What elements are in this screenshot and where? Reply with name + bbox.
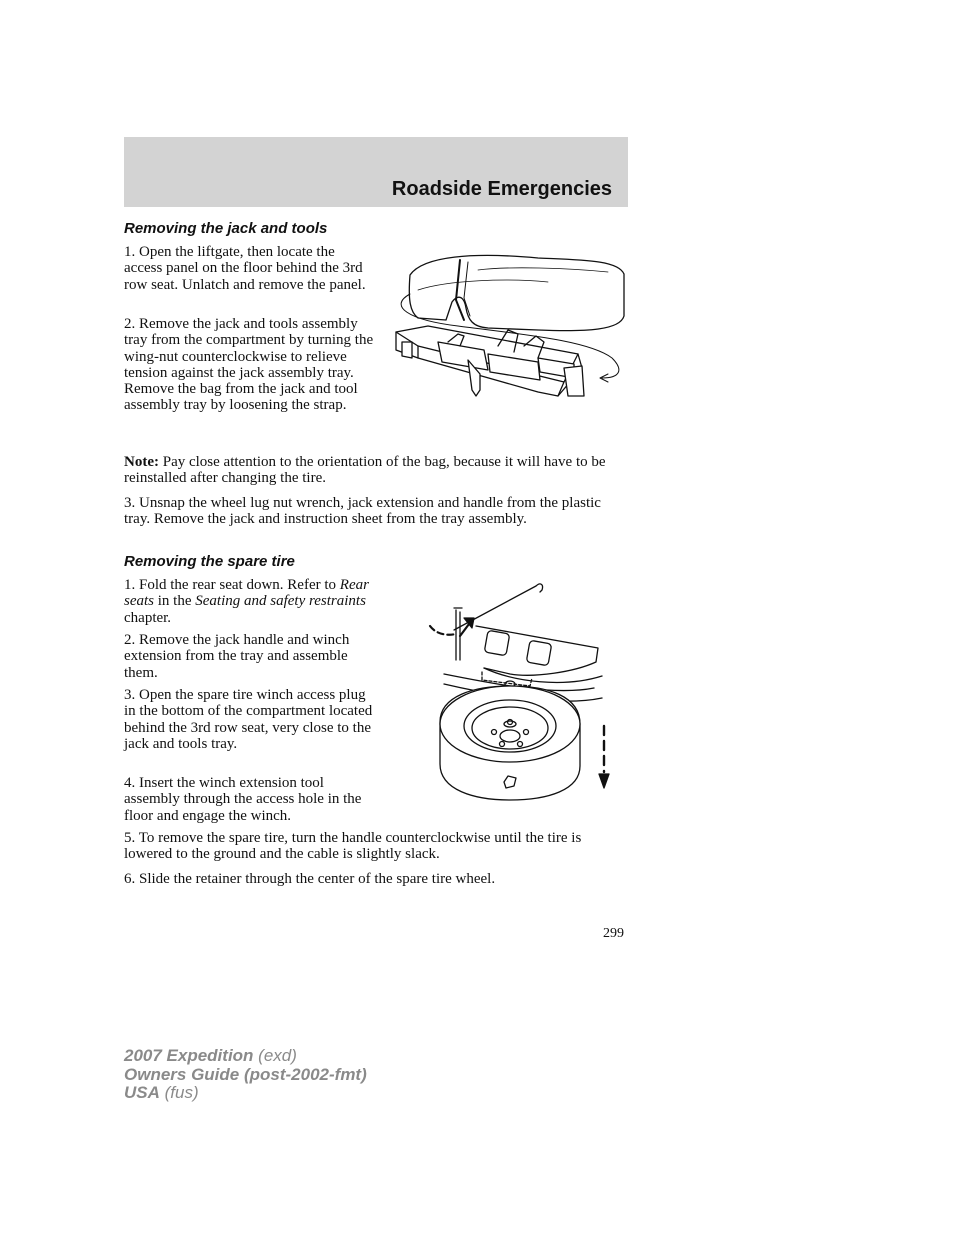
spare-step-3: 3. Open the spare tire winch access plug in the bottom of the compartment located behind the 3rd row seat, very close to the jack and tools tray. — [124, 687, 373, 752]
spare-step-1 — [124, 577, 376, 626]
spare-section-heading: Removing the spare tire — [124, 553, 295, 570]
spare-step-5: 5. To remove the spare tire, turn the handle counterclockwise until the tire is lowered to the ground and the cable is slightly slack. — [124, 830, 582, 863]
jack-note — [124, 454, 624, 487]
footer-region-code: (fus) — [164, 1083, 199, 1102]
section-title: Roadside Emergencies — [391, 178, 612, 200]
spare-step-6: 6. Slide the retainer through the center of the spare tire wheel. — [124, 871, 496, 887]
page-number: 299 — [603, 926, 624, 941]
jack-tray-illustration — [388, 250, 630, 405]
note-text: Pay close attention to the orientation of the bag, because it will have to be reinstalled after changing the tire. — [124, 454, 606, 487]
spare-tire-illustration — [424, 576, 620, 820]
footer-region: USA — [124, 1083, 160, 1102]
header-band — [124, 137, 628, 207]
spare-step-1-text-c: chapter. — [124, 609, 172, 626]
rear-seats-reference: Rear seats — [124, 577, 369, 610]
jack-step-1: 1. Open the liftgate, then locate the access panel on the floor behind the 3rd row seat. Unlatch and remove the panel. — [124, 244, 366, 293]
jack-step-2: 2. Remove the jack and tools assembly tray from the compartment by turning the wing-nut counterclockwise to relieve tension against the jack assembly tray. Remove the bag from the jack and tool assembly tray by loosening the strap. — [124, 316, 374, 414]
footer-model: 2007 Expedition — [124, 1046, 254, 1065]
spare-step-1-text-b: in the — [154, 593, 196, 610]
spare-step-4: 4. Insert the winch extension tool assembly through the access hole in the floor and engage the winch. — [124, 775, 362, 824]
jack-section-heading: Removing the jack and tools — [124, 220, 328, 237]
spare-step-1-text-a: 1. Fold the rear seat down. Refer to — [124, 577, 340, 593]
footer — [124, 1047, 367, 1103]
note-label: Note: — [124, 454, 159, 470]
seating-chapter-reference: Seating and safety restraints — [195, 593, 366, 610]
spare-step-2: 2. Remove the jack handle and winch extension from the tray and assemble them. — [124, 632, 350, 681]
footer-line-1 — [124, 1047, 367, 1066]
footer-guide: Owners Guide (post-2002-fmt) — [124, 1064, 367, 1084]
footer-model-code: (exd) — [258, 1046, 297, 1065]
footer-line-3 — [124, 1084, 367, 1103]
footer-line-2 — [124, 1066, 367, 1085]
jack-step-3: 3. Unsnap the wheel lug nut wrench, jack extension and handle from the plastic tray. Remove the jack and instruction sheet from the tray assembly. — [124, 495, 601, 528]
